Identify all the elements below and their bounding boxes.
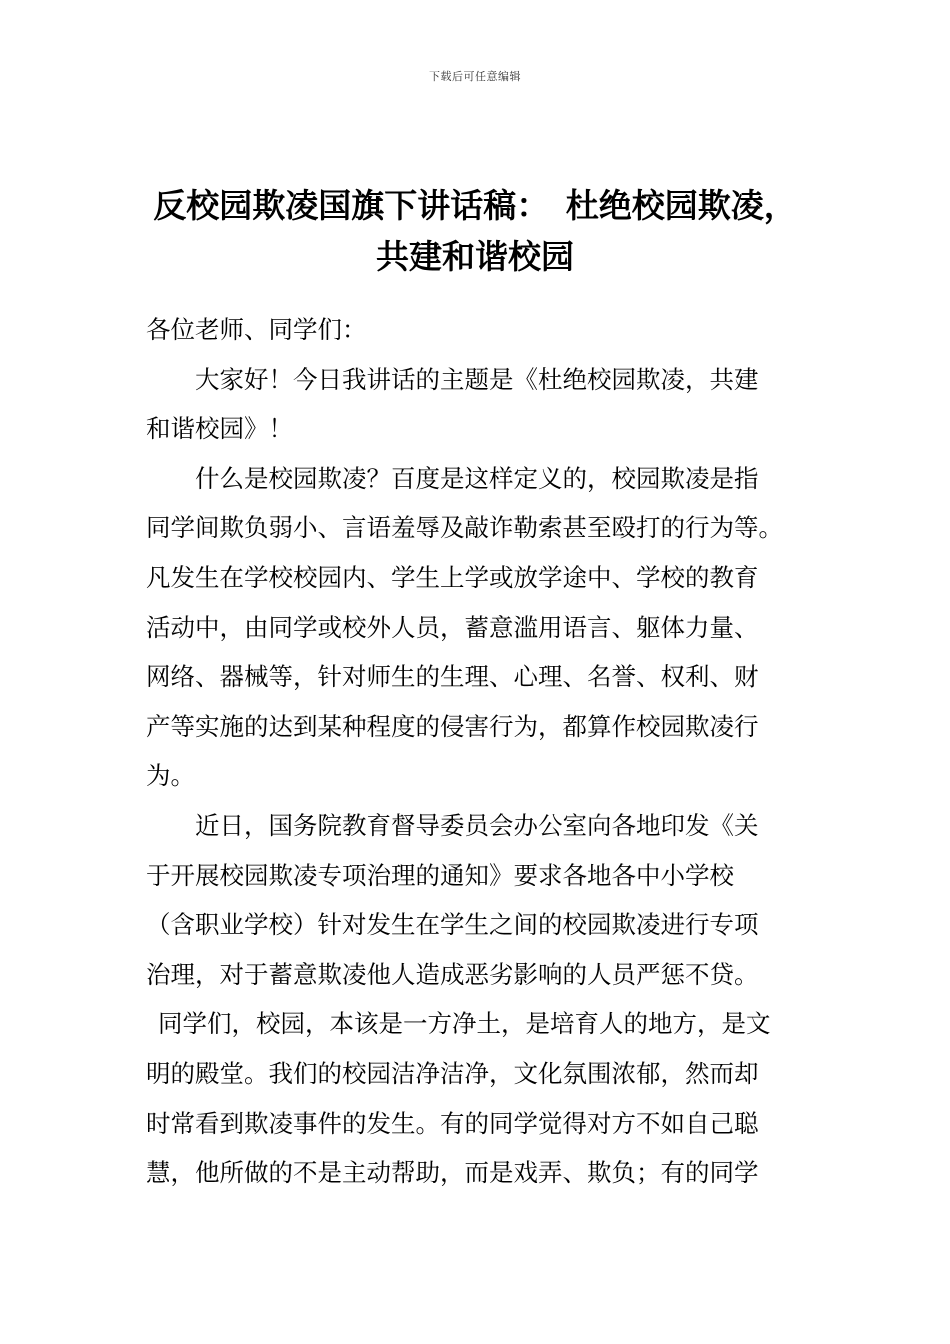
paragraph-line: 同学间欺负弱小、言语羞辱及敲诈勒索甚至殴打的行为等。 bbox=[146, 513, 783, 543]
paragraph-line: 时常看到欺凌事件的发生。有的同学觉得对方不如自己聪 bbox=[146, 1108, 759, 1138]
paragraph-line: 凡发生在学校校园内、学生上学或放学途中、学校的教育 bbox=[146, 562, 759, 592]
title-line-2: 共建和谐校园 bbox=[376, 237, 574, 276]
title-line-1: 反校园欺凌国旗下讲话稿： 杜绝校园欺凌， bbox=[153, 186, 797, 225]
document-title bbox=[120, 180, 830, 282]
paragraph-line: 产等实施的达到某种程度的侵害行为，都算作校园欺凌行 bbox=[146, 711, 759, 741]
document-body bbox=[146, 305, 806, 1198]
paragraph-line: 为。 bbox=[146, 761, 195, 791]
paragraph-line: 网络、器械等，针对师生的生理、心理、名誉、权利、财 bbox=[146, 662, 759, 692]
paragraph-line: 什么是校园欺凌？百度是这样定义的，校园欺凌是指 bbox=[195, 463, 759, 493]
page-header-note: 下载后可任意编辑 bbox=[429, 70, 521, 83]
paragraph-line: 于开展校园欺凌专项治理的通知》要求各地各中小学校 bbox=[146, 860, 734, 890]
paragraph-line: 大家好！今日我讲话的主题是《杜绝校园欺凌，共建 bbox=[195, 364, 759, 394]
paragraph-line: （含职业学校）针对发生在学生之间的校园欺凌进行专项 bbox=[146, 910, 759, 940]
paragraph-line: 慧，他所做的不是主动帮助，而是戏弄、欺负；有的同学 bbox=[146, 1158, 759, 1188]
paragraph-line: 活动中，由同学或校外人员，蓄意滥用语言、躯体力量、 bbox=[146, 612, 759, 642]
salutation: 各位老师、同学们： bbox=[146, 315, 367, 344]
paragraph-line: 和谐校园》！ bbox=[146, 414, 293, 444]
paragraph-line: 同学们，校园，本该是一方净土，是培育人的地方，是文 bbox=[158, 1009, 771, 1039]
paragraph-line: 明的殿堂。我们的校园洁净洁净，文化氛围浓郁，然而却 bbox=[146, 1058, 759, 1088]
paragraph-line: 近日，国务院教育督导委员会办公室向各地印发《关 bbox=[195, 810, 759, 840]
paragraph-line: 治理，对于蓄意欺凌他人造成恶劣影响的人员严惩不贷。 bbox=[146, 959, 759, 989]
